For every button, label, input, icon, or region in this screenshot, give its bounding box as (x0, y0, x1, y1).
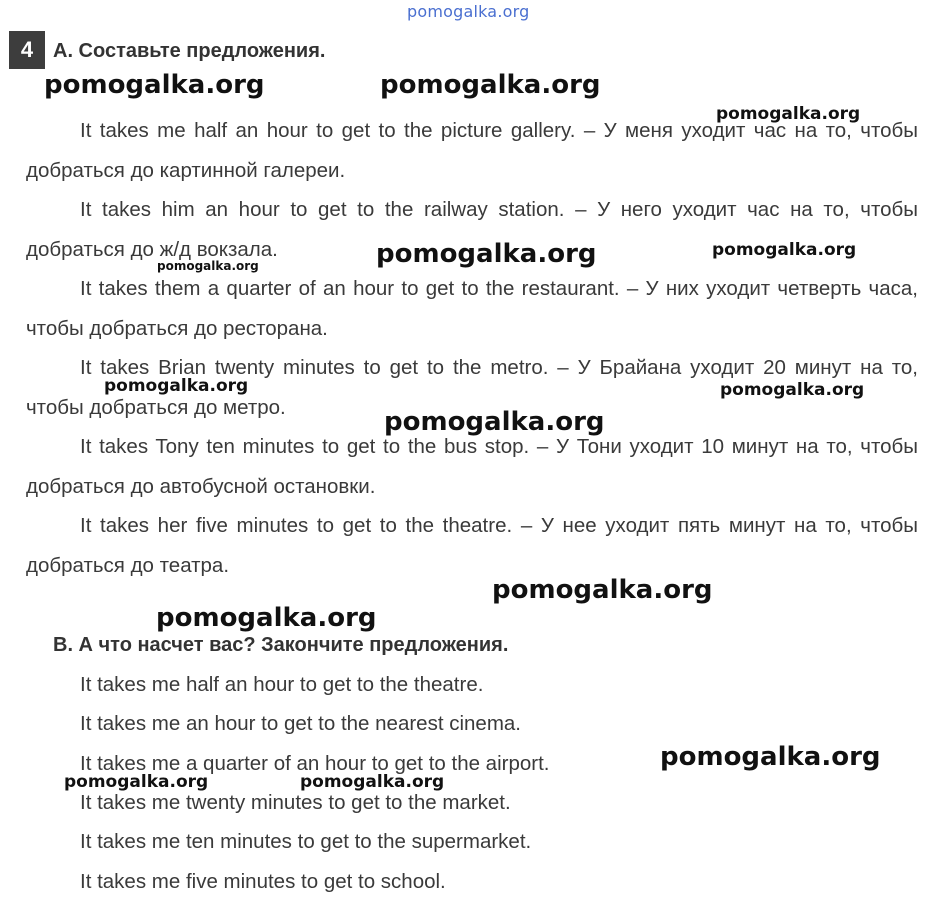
section-a-item: It takes Brian twenty minutes to get to the metro. – У Брайана уходит 20 минут на то, чтобы добраться до метро. (26, 356, 918, 419)
section-a-item: It takes me half an hour to get to the picture gallery. – У меня уходит час на то, чтобы добраться до картинной галереи. (26, 119, 918, 182)
watermark-text: pomogalka.org (157, 259, 259, 273)
watermark-text: pomogalka.org (712, 240, 857, 260)
watermark-text: pomogalka.org (380, 70, 601, 100)
watermark-text: pomogalka.org (376, 239, 597, 269)
watermark-text: pomogalka.org (104, 376, 249, 396)
section-a-item: It takes her five minutes to get to the theatre. – У нее уходит пять минут на то, чтобы добраться до театра. (26, 514, 918, 577)
exercise-number-badge: 4 (9, 31, 45, 69)
section-b-item: It takes me a quarter of an hour to get to the airport. (80, 752, 550, 775)
top-watermark: pomogalka.org (407, 2, 530, 21)
watermark-text: pomogalka.org (720, 380, 865, 400)
watermark-text: pomogalka.org (44, 70, 265, 100)
watermark-text: pomogalka.org (384, 407, 605, 437)
section-b-title: B. А что насчет вас? Закончите предложения. (53, 634, 509, 656)
watermark-text: pomogalka.org (156, 603, 377, 633)
section-a-item: It takes Tony ten minutes to get to the bus stop. – У Тони уходит 10 минут на то, чтобы добраться до автобусной остановки. (26, 435, 918, 498)
section-a-item: It takes them a quarter of an hour to get to the restaurant. – У них уходит четверть часа, чтобы добраться до ресторана. (26, 277, 918, 340)
section-b-item: It takes me five minutes to get to school. (80, 870, 446, 893)
section-b-item: It takes me half an hour to get to the theatre. (80, 673, 484, 696)
watermark-text: pomogalka.org (492, 575, 713, 605)
watermark-text: pomogalka.org (64, 772, 209, 792)
section-b-item: It takes me an hour to get to the nearest cinema. (80, 712, 522, 735)
section-b-item: It takes me twenty minutes to get to the market. (80, 791, 511, 814)
section-a-title: A. Составьте предложения. (53, 40, 326, 62)
watermark-text: pomogalka.org (300, 772, 445, 792)
watermark-text: pomogalka.org (716, 104, 861, 124)
section-b-item: It takes me ten minutes to get to the supermarket. (80, 830, 532, 853)
section-a-item: It takes him an hour to get to the railway station. – У него уходит час на то, чтобы добраться до ж/д вокзала. (26, 198, 918, 261)
watermark-text: pomogalka.org (660, 742, 881, 772)
